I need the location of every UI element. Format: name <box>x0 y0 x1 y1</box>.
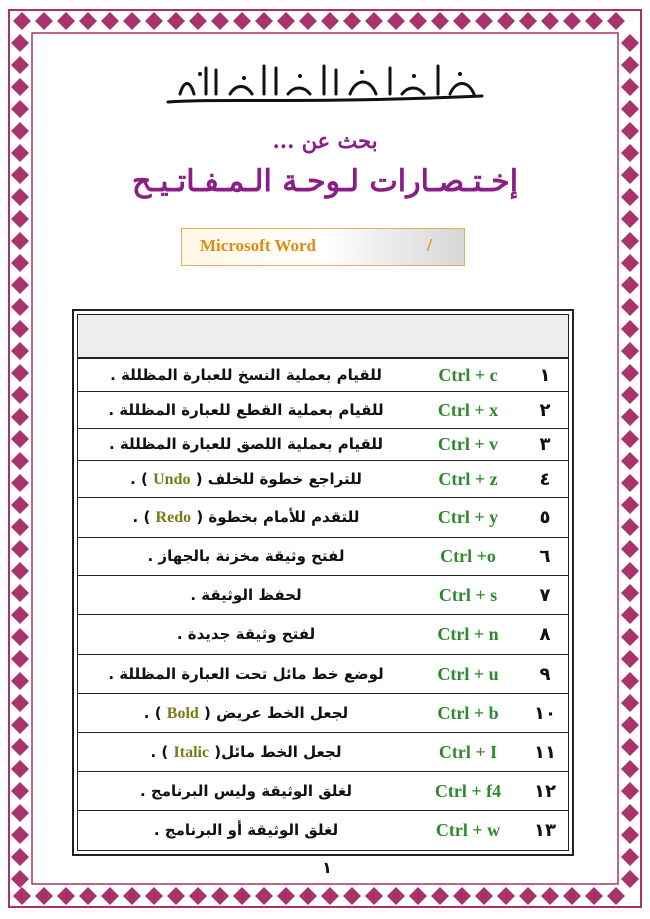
row-number: ٩ <box>539 664 551 685</box>
border-diamond <box>167 12 185 30</box>
description-english-term: Bold <box>166 705 199 722</box>
row-number: ٢ <box>539 400 551 421</box>
border-diamond <box>211 12 229 30</box>
border-diamond <box>621 870 639 888</box>
border-diamond <box>11 78 29 96</box>
shortcut-description: لحفظ الوثيقة . <box>190 586 302 604</box>
border-diamond <box>233 12 251 30</box>
border-diamond <box>365 887 383 905</box>
table-row <box>78 615 568 655</box>
program-slash: / <box>427 235 433 255</box>
border-diamond <box>57 887 75 905</box>
border-diamond <box>519 12 537 30</box>
border-diamond <box>541 12 559 30</box>
table-row <box>78 576 568 615</box>
border-diamond <box>365 12 383 30</box>
border-diamond <box>11 496 29 514</box>
row-number: ٤ <box>539 469 551 490</box>
border-diamond <box>621 452 639 470</box>
border-diamond <box>11 232 29 250</box>
border-diamond <box>343 12 361 30</box>
description-text-end: ) . <box>143 704 167 722</box>
row-number: ٨ <box>539 624 551 645</box>
description-text-end: ) . <box>150 743 174 761</box>
border-diamond <box>11 716 29 734</box>
border-diamond <box>11 562 29 580</box>
border-diamond <box>621 254 639 272</box>
table-row <box>78 772 568 811</box>
row-number: ١٢ <box>534 781 556 802</box>
border-diamond <box>11 364 29 382</box>
shortcut-description <box>96 743 396 762</box>
border-diamond <box>453 887 471 905</box>
border-diamond <box>299 887 317 905</box>
table-row <box>78 429 568 461</box>
border-diamond <box>11 34 29 52</box>
page-title: إخـتـصـارات لـوحـة الـمـفـاتـيـح <box>131 164 519 199</box>
border-diamond <box>277 12 295 30</box>
table-row <box>78 392 568 429</box>
row-number: ١١ <box>534 742 556 763</box>
shortcut-description <box>96 508 396 527</box>
border-diamond <box>101 12 119 30</box>
border-diamond <box>11 342 29 360</box>
border-diamond <box>11 738 29 756</box>
border-diamond <box>11 386 29 404</box>
border-diamond <box>607 887 625 905</box>
border-diamond <box>621 562 639 580</box>
border-diamond <box>387 12 405 30</box>
border-diamond <box>79 887 97 905</box>
border-diamond <box>11 628 29 646</box>
description-text: للتراجع خطوة للخلف ( <box>190 470 362 488</box>
shortcut-description: للقيام بعملية النسخ للعبارة المظللة . <box>110 366 382 384</box>
table-row <box>78 461 568 498</box>
shortcut-description <box>96 704 396 723</box>
border-diamond <box>621 364 639 382</box>
border-diamond <box>621 738 639 756</box>
shortcut-description: لغلق الوثيقة وليس البرنامج . <box>139 782 353 800</box>
shortcut-key: Ctrl + v <box>437 434 499 454</box>
border-diamond <box>621 430 639 448</box>
border-diamond <box>11 540 29 558</box>
border-diamond <box>585 12 603 30</box>
border-diamond <box>11 870 29 888</box>
border-diamond <box>123 12 141 30</box>
border-diamond <box>621 782 639 800</box>
table-row <box>78 694 568 733</box>
shortcut-description: لفتح وثيقة مخزنة بالجهاز . <box>147 547 345 565</box>
border-diamond <box>621 78 639 96</box>
border-diamond <box>11 254 29 272</box>
border-diamond <box>255 887 273 905</box>
border-diamond <box>13 12 31 30</box>
row-number: ١ <box>539 365 551 386</box>
border-diamond <box>621 276 639 294</box>
border-diamond <box>621 342 639 360</box>
border-diamond <box>621 408 639 426</box>
border-diamond <box>621 628 639 646</box>
shortcut-key: Ctrl + w <box>435 820 501 840</box>
shortcut-description: لفتح وثيقة جديدة . <box>176 625 316 643</box>
border-diamond <box>387 887 405 905</box>
shortcut-description: لغلق الوثيقة أو البرنامج . <box>153 821 339 839</box>
description-english-term: Undo <box>153 471 191 488</box>
border-diamond <box>11 804 29 822</box>
border-diamond <box>621 298 639 316</box>
shortcut-description: للقيام بعملية اللصق للعبارة المظللة . <box>108 435 384 453</box>
border-diamond <box>11 672 29 690</box>
description-text-end: ) . <box>132 508 156 526</box>
border-diamond <box>621 672 639 690</box>
border-diamond <box>409 12 427 30</box>
border-diamond <box>101 887 119 905</box>
border-diamond <box>585 887 603 905</box>
shortcut-key: Ctrl + u <box>437 664 499 684</box>
border-diamond <box>563 887 581 905</box>
border-diamond <box>497 887 515 905</box>
shortcut-key: Ctrl + x <box>437 400 499 420</box>
description-text-end: ) . <box>130 470 154 488</box>
table-row <box>78 733 568 772</box>
shortcut-description: لوضع خط مائل تحت العبارة المظللة . <box>108 665 384 683</box>
border-diamond <box>453 12 471 30</box>
shortcut-key: Ctrl + b <box>437 703 499 723</box>
border-diamond <box>11 848 29 866</box>
border-diamond <box>211 887 229 905</box>
description-text: لجعل الخط عريض ( <box>198 704 349 722</box>
border-diamond <box>189 12 207 30</box>
border-diamond <box>11 210 29 228</box>
border-diamond <box>621 650 639 668</box>
border-diamond <box>167 887 185 905</box>
page-number: ١ <box>322 858 332 877</box>
row-number: ١٠ <box>534 703 556 724</box>
shortcut-key: Ctrl + f4 <box>434 781 502 801</box>
border-diamond <box>11 56 29 74</box>
border-diamond <box>299 12 317 30</box>
border-diamond <box>475 12 493 30</box>
border-diamond <box>233 887 251 905</box>
shortcut-key: Ctrl + y <box>437 507 499 527</box>
description-text: للتقدم للأمام بخطوة ( <box>191 508 360 526</box>
border-diamond <box>321 12 339 30</box>
row-number: ٧ <box>539 585 551 606</box>
border-diamond <box>409 887 427 905</box>
border-diamond <box>35 12 53 30</box>
border-diamond <box>11 408 29 426</box>
shortcut-key: Ctrl + s <box>438 585 498 605</box>
border-diamond <box>11 518 29 536</box>
border-diamond <box>11 606 29 624</box>
basmala-calligraphy <box>160 58 490 110</box>
border-diamond <box>79 12 97 30</box>
border-diamond <box>11 584 29 602</box>
border-diamond <box>123 887 141 905</box>
shortcut-description: للقيام بعملية القطع للعبارة المظللة . <box>108 401 384 419</box>
shortcut-key: Ctrl + n <box>437 624 499 644</box>
table-row <box>78 811 568 851</box>
border-diamond <box>11 430 29 448</box>
border-diamond <box>11 452 29 470</box>
border-diamond <box>277 887 295 905</box>
border-diamond <box>11 320 29 338</box>
border-diamond <box>621 540 639 558</box>
border-diamond <box>621 760 639 778</box>
program-name: Microsoft Word <box>200 236 316 255</box>
border-diamond <box>621 210 639 228</box>
border-diamond <box>519 887 537 905</box>
border-diamond <box>145 887 163 905</box>
border-diamond <box>621 518 639 536</box>
border-diamond <box>621 606 639 624</box>
table-row <box>78 655 568 694</box>
border-diamond <box>145 12 163 30</box>
row-number: ٦ <box>539 546 551 567</box>
border-diamond <box>321 887 339 905</box>
border-diamond <box>11 100 29 118</box>
border-diamond <box>255 12 273 30</box>
border-diamond <box>621 496 639 514</box>
border-diamond <box>621 848 639 866</box>
border-diamond <box>497 12 515 30</box>
border-diamond <box>11 760 29 778</box>
border-diamond <box>621 584 639 602</box>
border-diamond <box>621 804 639 822</box>
border-diamond <box>11 650 29 668</box>
border-diamond <box>621 320 639 338</box>
border-diamond <box>189 887 207 905</box>
shortcut-key: Ctrl +o <box>440 546 496 566</box>
border-diamond <box>541 887 559 905</box>
border-diamond <box>621 694 639 712</box>
row-number: ٥ <box>539 507 551 528</box>
border-diamond <box>621 716 639 734</box>
border-diamond <box>57 12 75 30</box>
border-diamond <box>343 887 361 905</box>
table-row <box>78 498 568 538</box>
border-diamond <box>35 887 53 905</box>
table-row <box>78 538 568 576</box>
description-english-term: Redo <box>155 509 192 526</box>
border-diamond <box>621 386 639 404</box>
border-diamond <box>475 887 493 905</box>
description-text: لجعل الخط مائل( <box>209 743 342 761</box>
border-diamond <box>621 232 639 250</box>
border-diamond <box>621 34 639 52</box>
table-header <box>78 315 568 359</box>
shortcut-key: Ctrl + c <box>438 365 498 385</box>
subtitle: بحث عن ... <box>272 128 378 153</box>
border-diamond <box>431 887 449 905</box>
border-diamond <box>431 12 449 30</box>
program-box <box>181 228 465 266</box>
border-diamond <box>13 887 31 905</box>
border-diamond <box>621 826 639 844</box>
table-row <box>78 360 568 392</box>
border-diamond <box>11 474 29 492</box>
border-diamond <box>621 474 639 492</box>
row-number: ١٣ <box>534 820 556 841</box>
row-number: ٣ <box>539 434 551 455</box>
border-diamond <box>11 826 29 844</box>
border-diamond <box>563 12 581 30</box>
shortcut-key: Ctrl + I <box>438 742 498 762</box>
border-diamond <box>11 782 29 800</box>
border-diamond <box>11 694 29 712</box>
border-diamond <box>11 276 29 294</box>
shortcut-key: Ctrl + z <box>438 469 498 489</box>
border-diamond <box>621 100 639 118</box>
shortcut-description <box>96 470 396 489</box>
border-diamond <box>11 298 29 316</box>
border-diamond <box>621 56 639 74</box>
description-english-term: Italic <box>173 744 210 761</box>
border-diamond <box>607 12 625 30</box>
